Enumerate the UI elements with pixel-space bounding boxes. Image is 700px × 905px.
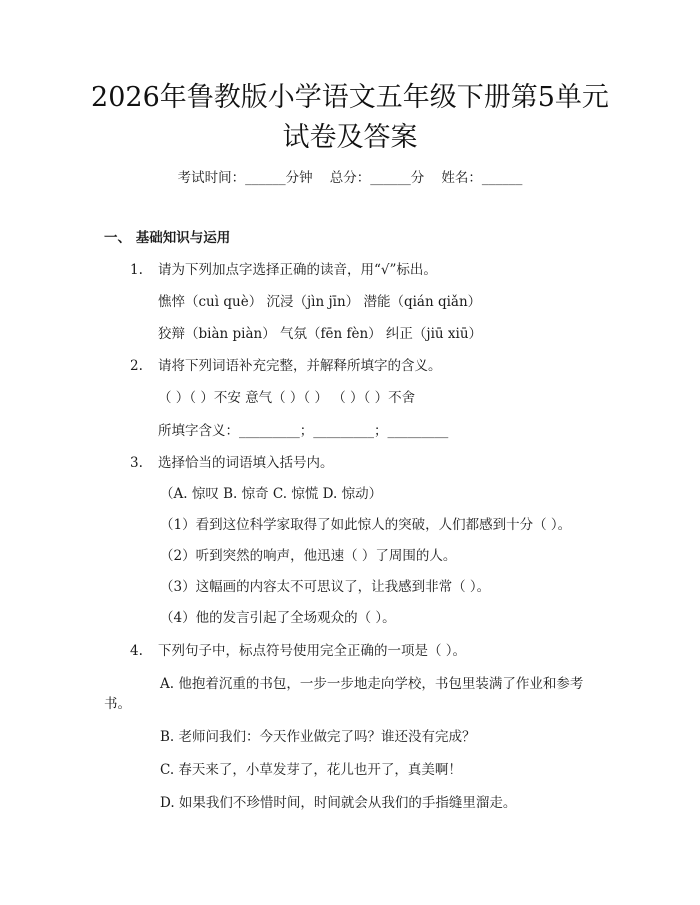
question-number-4: 4. bbox=[130, 643, 143, 659]
question-text-4: 下列句子中，标点符号使用完全正确的一项是（ ）。 bbox=[158, 643, 467, 659]
q4-option-a-line1: A. 他抱着沉重的书包，一步一步地走向学校，书包里装满了作业和参考 bbox=[160, 676, 584, 692]
question-text-2: 请将下列词语补充完整，并解释所填字的含义。 bbox=[158, 358, 442, 374]
q4-option-a-line2: 书。 bbox=[104, 696, 131, 712]
q3-sentence-4: （4）他的发言引起了全场观众的（ ）。 bbox=[160, 610, 396, 626]
exam-title-line1: 2026年鲁教版小学语文五年级下册第5单元 bbox=[91, 82, 609, 113]
section-heading: 一、 基础知识与运用 bbox=[104, 230, 231, 246]
q2-blank-words-row: （ ）（ ）不安 意气（ ）（ ） （ ）（ ）不舍 bbox=[158, 390, 416, 406]
question-text-1: 请为下列加点字选择正确的读音，用“√”标出。 bbox=[158, 262, 437, 278]
exam-meta-info: 考试时间：______分钟 总分：______分 姓名：______ bbox=[177, 170, 523, 186]
q1-pinyin-row-1: 憔悴（cuì què） 沉浸（jìn jīn） 潜能（qián qiǎn） bbox=[158, 294, 482, 310]
question-number-1: 1. bbox=[130, 262, 143, 278]
q4-option-d: D. 如果我们不珍惜时间，时间就会从我们的手指缝里溜走。 bbox=[160, 795, 517, 811]
question-text-3: 选择恰当的词语填入括号内。 bbox=[158, 455, 334, 471]
q3-options: （A. 惊叹 B. 惊奇 C. 惊慌 D. 惊动） bbox=[160, 486, 383, 502]
q4-option-c: C. 春天来了，小草发芽了，花儿也开了，真美啊！ bbox=[160, 762, 462, 778]
q4-option-b: B. 老师问我们：今天作业做完了吗？谁还没有完成？ bbox=[160, 729, 476, 745]
exam-title-line2: 试卷及答案 bbox=[282, 122, 418, 153]
question-number-3: 3. bbox=[130, 455, 143, 471]
q1-pinyin-row-2: 狡辩（biàn piàn） 气氛（fēn fèn） 纠正（jiū xiū） bbox=[158, 326, 483, 342]
q2-meaning-row: 所填字含义：_________；_________；_________ bbox=[158, 423, 449, 439]
q3-sentence-2: （2）听到突然的响声，他迅速（ ）了周围的人。 bbox=[160, 548, 457, 564]
q3-sentence-1: （1）看到这位科学家取得了如此惊人的突破，人们都感到十分（ ）。 bbox=[160, 517, 572, 533]
q3-sentence-3: （3）这幅画的内容太不可思议了，让我感到非常（ ）。 bbox=[160, 579, 491, 595]
question-number-2: 2. bbox=[130, 358, 143, 374]
